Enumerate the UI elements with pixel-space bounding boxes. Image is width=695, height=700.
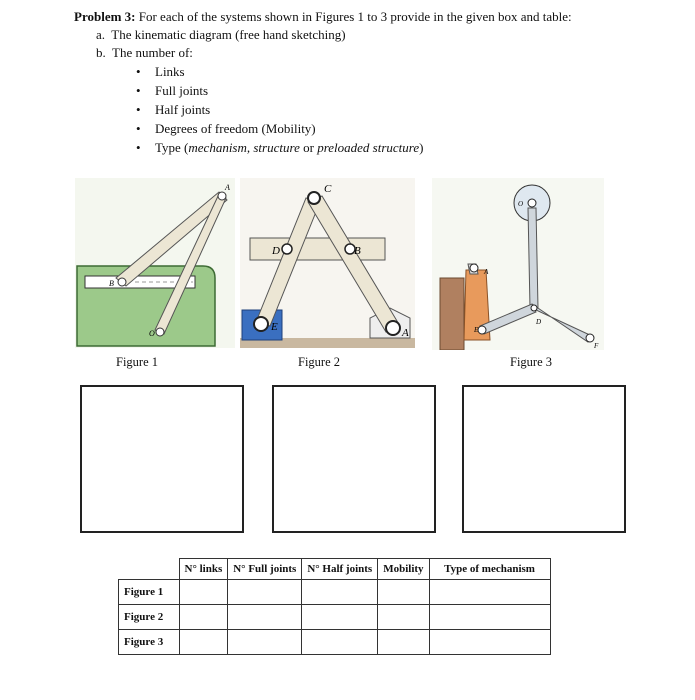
fig3-label-d: D [536, 318, 542, 326]
cell-f3-mobility[interactable] [378, 630, 429, 655]
cell-f2-full-joints[interactable] [228, 605, 302, 630]
item-a-marker: a. [96, 27, 106, 42]
header-mobility: Mobility [378, 559, 429, 580]
fig2-joint-d [282, 244, 292, 254]
header-full-joints: N° Full joints [228, 559, 302, 580]
fig1-label-a: A [225, 183, 230, 192]
fig2-label-b: B [354, 245, 361, 257]
answer-box-figure-2[interactable] [272, 385, 436, 533]
cell-f3-half-joints[interactable] [302, 630, 378, 655]
table-row [119, 630, 551, 655]
fig1-label-o: O [149, 329, 155, 338]
bullet-mobility: • Degrees of freedom (Mobility) [136, 121, 316, 136]
cell-f3-full-joints[interactable] [228, 630, 302, 655]
figure-3-caption: Figure 3 [510, 355, 553, 369]
table-header-row [119, 559, 551, 580]
fig3-label-o: O [518, 200, 524, 208]
fig3-joint-o [528, 199, 536, 207]
problem-label: Problem 3: [74, 9, 136, 24]
row-label-figure-2: Figure 2 [119, 605, 180, 630]
item-b-text: The number of: [112, 45, 193, 60]
type-suffix: ) [419, 140, 424, 155]
fig3-joint-d [531, 305, 537, 311]
row-label-figure-1: Figure 1 [119, 580, 180, 605]
cell-f1-half-joints[interactable] [302, 580, 378, 605]
fig2-label-e: E [271, 321, 278, 333]
header-links: N° links [179, 559, 228, 580]
fig2-joint-c [308, 192, 320, 204]
table-row [119, 605, 551, 630]
type-italic2: preloaded structure [317, 140, 420, 155]
type-italic: mechanism, structure [188, 140, 300, 155]
header-half-joints: N° Half joints [302, 559, 378, 580]
item-b [96, 44, 193, 62]
problem-text: For each of the systems shown in Figures 1 to 3 provide in the given box and table: [135, 9, 572, 24]
summary-table [118, 558, 551, 655]
table-corner [119, 559, 180, 580]
table-row [119, 580, 551, 605]
answer-box-figure-3[interactable] [462, 385, 626, 533]
cell-f3-type[interactable] [429, 630, 550, 655]
cell-f2-links[interactable] [179, 605, 228, 630]
fig3-joint-f [586, 334, 594, 342]
item-b-marker: b. [96, 45, 106, 60]
figure-2-drawing [240, 178, 415, 348]
item-a-text: The kinematic diagram (free hand sketching) [111, 27, 346, 42]
cell-f1-full-joints[interactable] [228, 580, 302, 605]
fig2-joint-e [254, 317, 268, 331]
figure-1-drawing [75, 178, 235, 348]
cell-f1-type[interactable] [429, 580, 550, 605]
bullet-links: • Links [136, 64, 185, 79]
fig3-joint-a [470, 264, 478, 272]
bullet-links-text: Links [155, 64, 185, 79]
cell-f2-mobility[interactable] [378, 605, 429, 630]
fig2-label-d: D [272, 245, 280, 257]
fig3-label-e: E [474, 326, 479, 334]
fig3-ground-left [440, 278, 464, 350]
fig1-joint-b [118, 278, 126, 286]
type-mid: or [299, 140, 318, 155]
fig3-joint-e [478, 326, 486, 334]
bullet-mobility-text: Degrees of freedom (Mobility) [155, 121, 316, 136]
fig1-joint-a [218, 192, 226, 200]
fig3-label-a: A [484, 268, 489, 276]
cell-f1-links[interactable] [179, 580, 228, 605]
bullet-half-joints-text: Half joints [155, 102, 211, 117]
figure-3-drawing [432, 178, 604, 350]
answer-box-figure-1[interactable] [80, 385, 244, 533]
fig1-label-b: B [109, 279, 114, 288]
bullet-half-joints: • Half joints [136, 102, 211, 117]
cell-f2-half-joints[interactable] [302, 605, 378, 630]
figure-2-caption: Figure 2 [298, 355, 341, 369]
bullet-full-joints: • Full joints [136, 83, 209, 98]
problem-statement [74, 8, 674, 26]
item-a [96, 26, 346, 44]
fig2-label-a: A [402, 327, 409, 339]
header-type: Type of mechanism [429, 559, 550, 580]
bullet-full-joints-text: Full joints [155, 83, 209, 98]
fig2-joint-a [386, 321, 400, 335]
cell-f1-mobility[interactable] [378, 580, 429, 605]
fig3-label-f: F [594, 342, 599, 350]
cell-f3-links[interactable] [179, 630, 228, 655]
figure-1-caption: Figure 1 [116, 355, 159, 369]
row-label-figure-3: Figure 3 [119, 630, 180, 655]
cell-f2-type[interactable] [429, 605, 550, 630]
fig3-link-od [528, 208, 538, 308]
fig1-joint-o [156, 328, 164, 336]
fig2-bar-db [250, 238, 385, 260]
type-prefix: Type ( [155, 140, 189, 155]
fig2-label-c: C [324, 183, 332, 195]
bullet-type: • Type (mechanism, structure or preloaded structure) [136, 140, 424, 155]
